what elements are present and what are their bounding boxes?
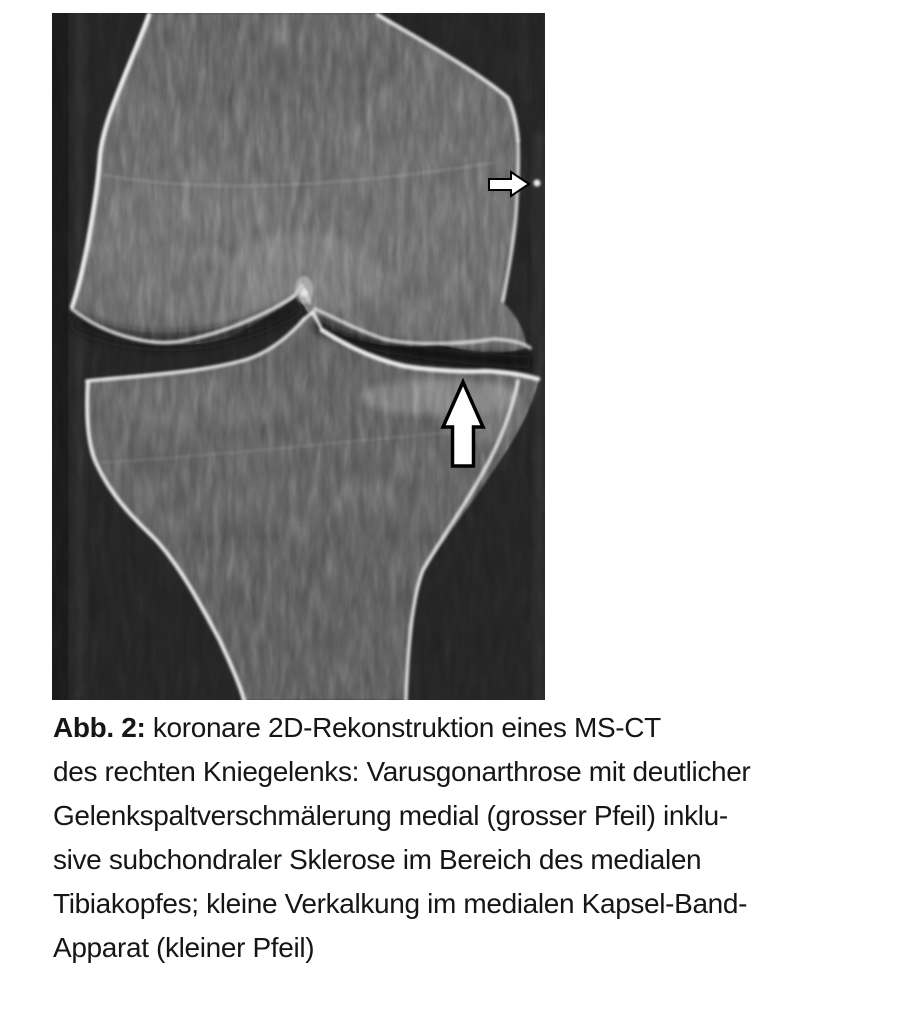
global-grain xyxy=(52,13,545,700)
caption-text: koronare 2D-Rekonstruktion eines MS-CT xyxy=(152,712,661,743)
figure-caption xyxy=(53,706,913,970)
caption-line: Apparat (kleiner Pfeil) xyxy=(53,932,315,963)
caption-line xyxy=(53,706,913,750)
figure-label: Abb. 2: xyxy=(53,712,146,743)
caption-line: Tibiakopfes; kleine Verkalkung im medialen Kapsel-Band- xyxy=(53,888,748,919)
caption-line: Gelenkspaltverschmälerung medial (grosser Pfeil) inklu- xyxy=(53,800,728,831)
ct-scan-image xyxy=(52,13,545,700)
caption-line: sive subchondraler Sklerose im Bereich des medialen xyxy=(53,844,702,875)
caption-line: des rechten Kniegelenks: Varusgonarthrose mit deutlicher xyxy=(53,756,751,787)
